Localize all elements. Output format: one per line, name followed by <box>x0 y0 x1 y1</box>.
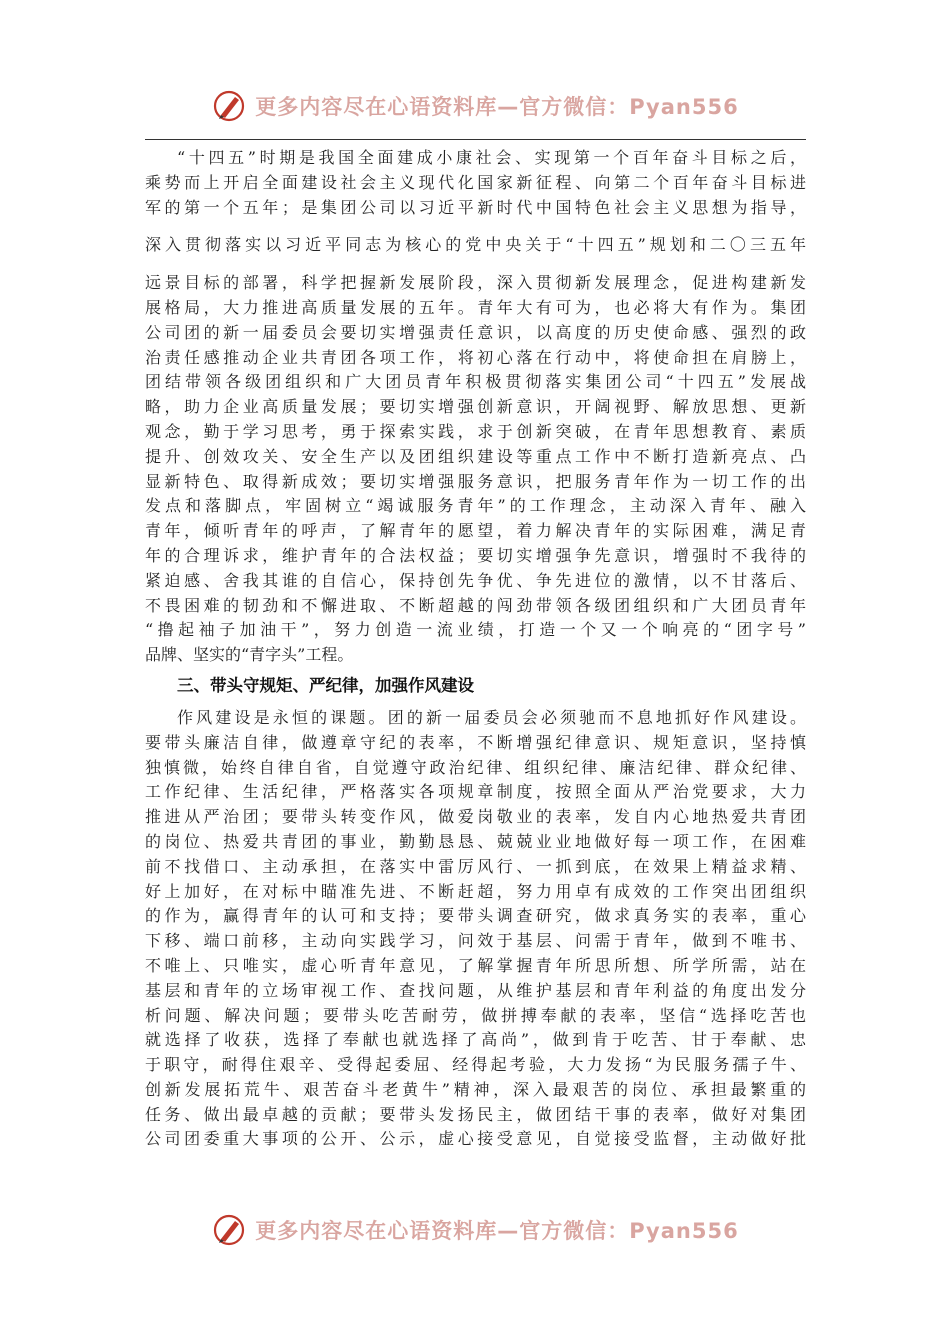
footer-banner <box>0 1210 950 1250</box>
paragraph-line: 工作纪律、生活纪律，严格落实各项规章制度，按照全面从严治党要求，大力 <box>145 782 806 802</box>
paragraph-line: 不畏困难的韧劲和不懈进取、不断超越的闯劲带领各级团组织和广大团员青年 <box>145 595 806 615</box>
paragraph-line: 基层和青年的立场审视工作、查找问题，从维护基层和青年利益的角度出发分 <box>145 980 806 1000</box>
paragraph-line: 创新发展拓荒牛、艰苦奋斗老黄牛”精神，深入最艰苦的岗位、承担最繁重的 <box>145 1079 806 1099</box>
paragraph-line: 观念，勤于学习思考，勇于探索实践，求于创新突破，在青年思想教育、素质 <box>145 421 806 441</box>
paragraph-line: 下移、端口前移，主动向实践学习，问效于基层、问需于青年，做到不唯书、 <box>145 931 806 951</box>
paragraph-line: 青年，倾听青年的呼声，了解青年的愿望，着力解决青年的实际困难，满足青 <box>145 521 806 541</box>
paragraph-line: 紧迫感、舍我其谁的自信心，保持创先争优、争先进位的激情，以不甘落后、 <box>145 570 806 590</box>
paragraph-line: 治责任感推动企业共青团各项工作，将初心落在行动中，将使命担在肩膀上， <box>145 347 806 367</box>
paragraph-line: 独慎微，始终自律自省，自觉遵守政治纪律、组织纪律、廉洁纪律、群众纪律、 <box>145 757 806 777</box>
paragraph-line: 就选择了收获，选择了奉献也就选择了高尚”，做到肯于吃苦、甘于奉献、忠 <box>145 1030 806 1050</box>
paragraph-line: 作风建设是永恒的课题。团的新一届委员会必须驰而不息地抓好作风建设。 <box>177 707 806 727</box>
paragraph-line: 要带头廉洁自律，做遵章守纪的表率，不断增强纪律意识、规矩意识，坚持慎 <box>145 732 806 752</box>
paragraph-line: 析问题、解决问题；要带头吃苦耐劳，做拼搏奉献的表率，坚信“选择吃苦也 <box>145 1005 806 1025</box>
footer-banner-text: 更多内容尽在心语资料库—官方微信：Pyan556 <box>255 1219 739 1243</box>
header-banner <box>0 86 950 126</box>
header-banner-text: 更多内容尽在心语资料库—官方微信：Pyan556 <box>255 95 739 119</box>
paragraph-line: “撸起袖子加油干”，努力创造一流业绩，打造一个又一个响亮的“团字号” <box>145 620 806 640</box>
paragraph-line: 年的合理诉求，维护青年的合法权益；要切实增强争先意识，增强时不我待的 <box>145 545 806 565</box>
header-divider <box>145 139 806 140</box>
paragraph-line: 显新特色、取得新成效；要切实增强服务意识，把服务青年作为一切工作的出 <box>145 471 806 491</box>
paragraph-line: 的作为，赢得青年的认可和支持；要带头调查研究，做求真务实的表率，重心 <box>145 906 806 926</box>
paragraph-line: 提升、创效攻关、安全生产以及团组织建设等重点工作中不断打造新亮点、凸 <box>145 446 806 466</box>
paragraph-line: 略，助力企业高质量发展；要切实增强创新意识，开阔视野、解放思想、更新 <box>145 397 806 417</box>
pen-in-circle-icon <box>211 88 247 124</box>
paragraph-line: 前不找借口、主动承担，在落实中雷厉风行、一抓到底，在效果上精益求精、 <box>145 856 806 876</box>
section-heading: 三、带头守规矩、严纪律，加强作风建设 <box>177 675 474 695</box>
document-body <box>145 146 806 1152</box>
paragraph-line: 深入贯彻落实以习近平同志为核心的党中央关于“十四五”规划和二〇三五年 <box>145 235 806 255</box>
paragraph-line: 推进从严治团；要带头转变作风，做爱岗敬业的表率，发自内心地热爱共青团 <box>145 807 806 827</box>
paragraph-line: 公司团的新一届委员会要切实增强责任意识，以高度的历史使命感、强烈的政 <box>145 322 806 342</box>
paragraph-line: 好上加好，在对标中瞄准先进、不断赶超，努力用卓有成效的工作突出团组织 <box>145 881 806 901</box>
paragraph-line: 乘势而上开启全面建设社会主义现代化国家新征程、向第二个百年奋斗目标进 <box>145 172 806 192</box>
paragraph-line: 任务、做出最卓越的贡献；要带头发扬民主，做团结干事的表率，做好对集团 <box>145 1104 806 1124</box>
paragraph-line: 远景目标的部署，科学把握新发展阶段，深入贯彻新发展理念，促进构建新发 <box>145 273 806 293</box>
paragraph-line: 发点和落脚点，牢固树立“竭诚服务青年”的工作理念，主动深入青年、融入 <box>145 496 806 516</box>
paragraph-line: 品牌、坚实的“青字头”工程。 <box>145 645 354 665</box>
paragraph-line: 不唯上、只唯实，虚心听青年意见，了解掌握青年所思所想、所学所需，站在 <box>145 955 806 975</box>
paragraph-line: 团结带领各级团组织和广大团员青年积极贯彻落实集团公司“十四五”发展战 <box>145 372 806 392</box>
paragraph-line: 公司团委重大事项的公开、公示，虚心接受意见，自觉接受监督，主动做好批 <box>145 1129 806 1149</box>
pen-in-circle-icon <box>211 1212 247 1248</box>
paragraph-line: 于职守，耐得住艰辛、受得起委屈、经得起考验，大力发扬“为民服务孺子牛、 <box>145 1055 806 1075</box>
paragraph-line: 的岗位、热爱共青团的事业，勤勤恳恳、兢兢业业地做好每一项工作，在困难 <box>145 831 806 851</box>
paragraph-line: 军的第一个五年；是集团公司以习近平新时代中国特色社会主义思想为指导， <box>145 197 806 217</box>
paragraph-line: 展格局，大力推进高质量发展的五年。青年大有可为，也必将大有作为。集团 <box>145 297 806 317</box>
paragraph-line: “十四五”时期是我国全面建成小康社会、实现第一个百年奋斗目标之后， <box>177 148 806 167</box>
